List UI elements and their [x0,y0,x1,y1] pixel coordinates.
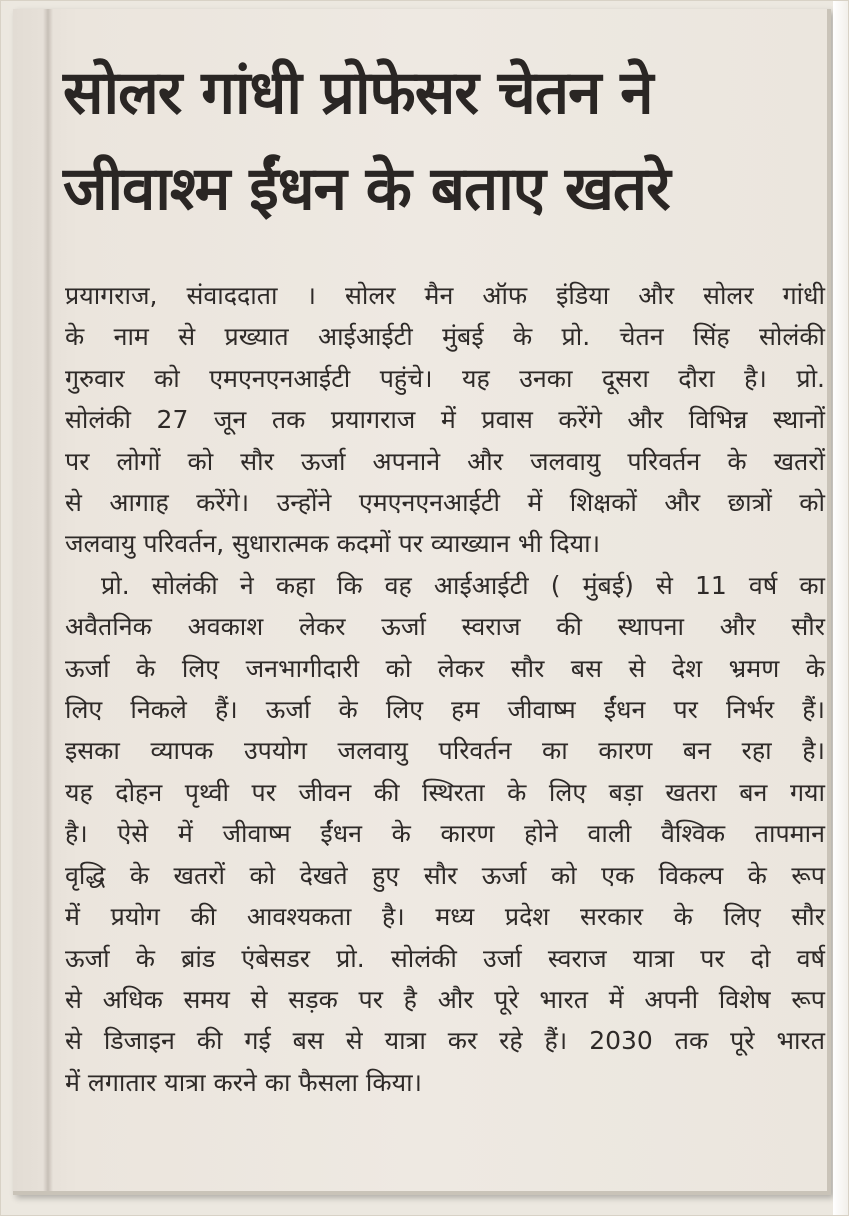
body-line: से डिजाइन की गई बस से यात्रा कर रहे हैं। 2030 तक पूरे भारत [65,1026,825,1056]
body-line: वृद्धि के खतरों को देखते हुए सौर ऊर्जा को एक विकल्प के रूप [65,860,825,890]
body-line: में लगातार यात्रा करने का फैसला किया। [65,1067,423,1097]
body-line: से अधिक समय से सड़क पर है और पूरे भारत में अपनी विशेष रूप [65,984,825,1014]
newspaper-clipping [13,9,831,1195]
body-line: गुरुवार को एमएनएनआईटी पहुंचे। यह उनका दूसरा दौरा है। प्रो. [65,363,825,393]
body-line: में प्रयोग की आवश्यकता है। मध्य प्रदेश सरकार के लिए सौर [65,902,825,932]
body-line: प्रयागराज, संवाददाता । सोलर मैन ऑफ इंडिया और सोलर गांधी [65,281,825,310]
body-line: ऊर्जा के लिए जनभागीदारी को लेकर सौर बस से देश भ्रमण के [65,653,825,683]
headline-line: सोलर गांधी प्रोफेसर चेतन ने [63,58,653,128]
body-line: लिए निकले हैं। ऊर्जा के लिए हम जीवाष्म ईंधन पर निर्भर हैं। [65,695,825,725]
paper-fold-shadow [43,9,53,1191]
body-line: से आगाह करेंगे। उन्होंने एमएनएनआईटी में शिक्षकों और छात्रों को [65,488,825,518]
body-line: इसका व्यापक उपयोग जलवायु परिवर्तन का कारण बन रहा है। [65,736,825,766]
body-line: प्रो. सोलंकी ने कहा कि वह आईआईटी ( मुंबई) से 11 वर्ष का [101,570,825,600]
body-line: पर लोगों को सौर ऊर्जा अपनाने और जलवायु परिवर्तन के खतरों [65,446,825,476]
body-line: ऊर्जा के ब्रांड एंबेसडर प्रो. सोलंकी उर्जा स्वराज यात्रा पर दो वर्ष [65,943,825,973]
article-headline [63,45,813,237]
article-body [65,275,825,1103]
body-line: है। ऐसे में जीवाष्म ईंधन के कारण होने वाली वैश्विक तापमान [65,819,825,849]
body-line: सोलंकी 27 जून तक प्रयागराज में प्रवास करेंगे और विभिन्न स्थानों [65,405,825,435]
body-line: अवैतनिक अवकाश लेकर ऊर्जा स्वराज की स्थापना और सौर [65,612,825,642]
headline-line: जीवाश्म ईंधन के बताए खतरे [63,154,670,224]
body-line: के नाम से प्रख्यात आईआईटी मुंबई के प्रो. चेतन सिंह सोलंकी [65,322,825,352]
body-line: यह दोहन पृथ्वी पर जीवन की स्थिरता के लिए बड़ा खतरा बन गया [65,777,825,807]
body-line: जलवायु परिवर्तन, सुधारात्मक कदमों पर व्याख्यान भी दिया। [65,529,601,559]
scan-right-edge [833,1,848,1215]
